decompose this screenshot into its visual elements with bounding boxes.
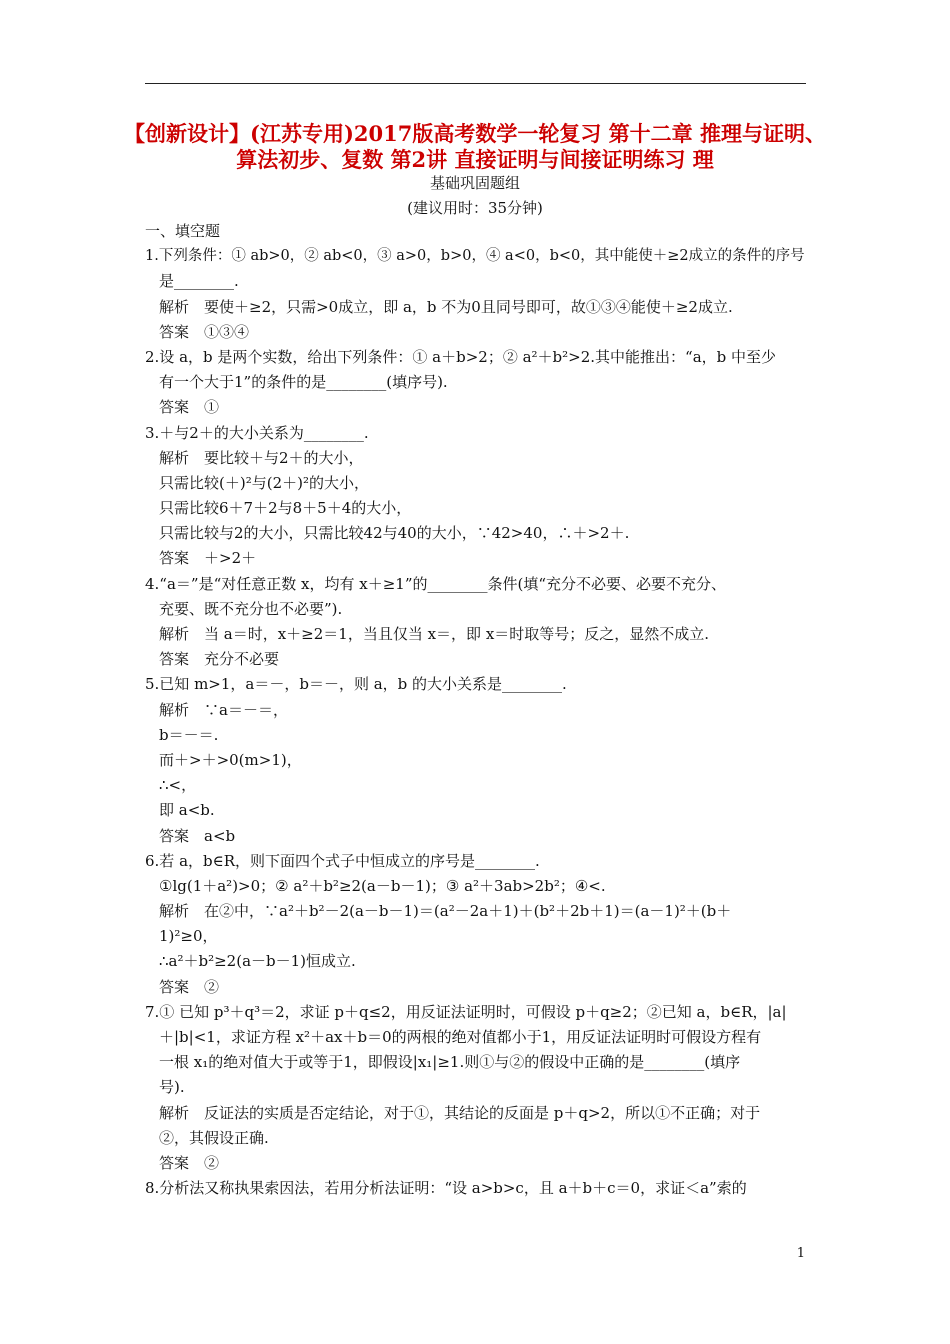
q5-analysis: 解析 ∵a＝－＝，	[159, 700, 288, 719]
q3-analysis-3: 只需比较6＋7＋2与8＋5＋4的大小，	[159, 499, 412, 518]
q2-answer: 答案 ①	[159, 398, 220, 417]
q5-line1: 5.已知 m>1，a＝－，b＝－，则 a，b 的大小关系是________.	[145, 675, 567, 694]
page-number: 1	[796, 1246, 805, 1261]
q6-answer: 答案 ②	[159, 977, 220, 996]
q5-analysis-5: 即 a<b.	[159, 801, 215, 820]
q6-analysis: 解析 在②中，∵a²＋b²－2(a－b－1)＝(a²－2a＋1)＋(b²＋2b＋1)＝(a－1)²＋(b＋	[159, 902, 732, 921]
q3-answer: 答案 ＋>2＋	[159, 549, 257, 568]
q7-analysis: 解析 反证法的实质是否定结论，对于①，其结论的反面是 p＋q>2，所以①不正确；对于	[159, 1103, 761, 1122]
q7-answer: 答案 ②	[159, 1153, 220, 1172]
q5-analysis-4: ∴<，	[159, 776, 197, 795]
document-title: 【创新设计】(江苏专用)2017版高考数学一轮复习 第十二章 推理与证明、算法初步、复数 第2讲 直接证明与间接证明练习 理	[124, 121, 826, 172]
q4-analysis: 解析 当 a＝时，x＋≥2＝1，当且仅当 x＝，即 x＝时取等号；反之，显然不成立.	[159, 625, 710, 643]
q3-analysis-4: 只需比较与2的大小，只需比较42与40的大小，∵42>40，∴＋>2＋.	[159, 524, 630, 543]
time-note: (建议用时：35分钟)	[407, 199, 543, 217]
section-heading: 一、填空题	[145, 222, 221, 240]
q5-analysis-3: 而＋>＋>0(m>1)，	[159, 750, 302, 769]
q1-answer: 答案 ①③④	[159, 322, 250, 341]
document-body	[145, 219, 810, 1201]
q6-options: ①lg(1＋a²)>0；② a²＋b²≥2(a－b－1)；③ a²＋3ab>2b²；④<.	[159, 876, 606, 895]
q1-line1: 1.下列条件：① ab>0，② ab<0，③ a>0，b>0，④ a<0，b<0，其中能使＋≥2成立的条件的序号	[145, 248, 805, 265]
q3-analysis-2: 只需比较(＋)²与(2＋)²的大小，	[159, 473, 369, 492]
q7-line1: 7.① 已知 p³＋q³＝2，求证 p＋q≤2，用反证法证明时，可假设 p＋q≥2；②已知 a，b∈R，|a|	[145, 1002, 787, 1021]
q8-line1: 8.分析法又称执果索因法，若用分析法证明：“设 a>b>c，且 a＋b＋c＝0，求证＜a”索的	[145, 1179, 747, 1198]
q3-analysis: 解析 要比较＋与2＋的大小，	[159, 448, 364, 467]
q6-analysis-2: 1)²≥0，	[159, 927, 218, 946]
section-subtitle: 基础巩固题组	[429, 174, 520, 192]
q3-line1: 3.＋与2＋的大小关系为________.	[145, 423, 369, 442]
q2-line2: 有一个大于1”的条件的是________(填序号).	[159, 373, 448, 392]
q7-line2: ＋|b|<1，求证方程 x²＋ax＋b＝0的两根的绝对值都小于1，用反证法证明时可假设方程有	[159, 1028, 762, 1046]
q6-analysis-3: ∴a²＋b²≥2(a－b－1)恒成立.	[159, 952, 356, 971]
q5-answer: 答案 a<b	[159, 826, 236, 845]
q1-analysis: 解析 要使＋≥2，只需>0成立，即 a，b 不为0且同号即可，故①③④能使＋≥2成立.	[159, 297, 733, 316]
q7-line3: 一根 x₁的绝对值大于或等于1，即假设|x₁|≥1.则①与②的假设中正确的是________(填序	[159, 1053, 741, 1072]
q4-line1: 4.“a＝”是“对任意正数 x，均有 x＋≥1”的________条件(填“充分不必要、必要不充分、	[145, 574, 727, 593]
q5-analysis-2: b＝－＝.	[159, 725, 219, 744]
q7-analysis-2: ②，其假设正确.	[159, 1128, 269, 1147]
q4-line2: 充要、既不充分也不必要”).	[159, 599, 343, 618]
q1-line2: 是________.	[159, 272, 239, 291]
q2-line1: 2.设 a，b 是两个实数，给出下列条件：① a＋b>2；② a²＋b²>2.其中能推出：“a，b 中至少	[145, 347, 777, 366]
q7-line4: 号).	[159, 1078, 185, 1097]
q6-line1: 6.若 a，b∈R，则下面四个式子中恒成立的序号是________.	[145, 851, 540, 870]
header-rule	[145, 83, 806, 84]
q4-answer: 答案 充分不必要	[159, 650, 280, 669]
